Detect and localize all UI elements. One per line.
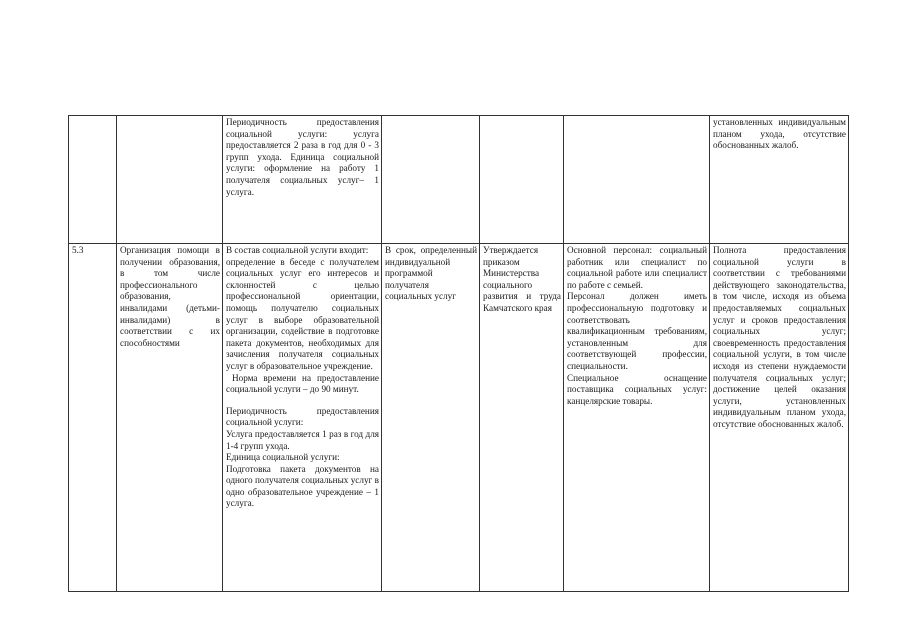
services-table [68, 115, 849, 592]
content-periodicity-label: Периодичность предоставления социальной услуги: [226, 405, 379, 428]
content-time-norm: Норма времени на предоставление социальной услуги – до 90 минут. [226, 372, 379, 395]
term-text: В срок, определенный индивидуальной программой получателя социальных услуг [385, 245, 477, 302]
cell-name-empty [117, 116, 223, 244]
indicators-text: установленных индивидуальным планом ухода, отсутствие обоснованных жалоб. [713, 117, 846, 151]
cell-tariff [480, 244, 564, 592]
content-periodicity: Услуга предоставляется 1 раз в год для 1-4 групп ухода. [226, 428, 379, 451]
service-name: Организация помощи в получении образования, в том числе профессионального образования, инвалидами (детьми-инвалидами) в соответствии с их способностями [120, 245, 220, 348]
cell-service-content [223, 244, 382, 592]
content-intro: В состав социальной услуги входит: [226, 245, 369, 255]
table-row-continued [69, 116, 849, 244]
conditions-staff: Основной персонал: социальный работник или специалист по социальной работе или специалист по работе с семьей. [567, 245, 707, 290]
cell-term-empty [382, 116, 480, 244]
periodicity-text: Периодичность предоставления социальной услуги: услуга предоставляется 2 раза в год для 0 - 3 групп ухода. Единица социальной услуги: оформление на работу 1 получателя социальных услуг– 1 услуга. [226, 117, 379, 197]
cell-num [69, 244, 117, 592]
cell-indicators [710, 244, 849, 592]
content-description: определение в беседе с получателем социальных услуг его интересов и склонностей с целью профессиональной ориентации, помощь получателю социальных услуг в выборе образовательной организации, содействие в подготовке пакета документов, необходимых для зачисления получателя социальных услуг в образовательное учреждение. [226, 256, 379, 371]
cell-service-name [117, 244, 223, 592]
conditions-equipment: Специальное оснащение поставщика социальных услуг: канцелярские товары. [567, 372, 707, 406]
cell-num-empty [69, 116, 117, 244]
cell-content-continued [223, 116, 382, 244]
indicators-full-text: Полнота предоставления социальной услуги в соответствии с требованиями действующего законодательства, в том числе, исходя из объема предоставляемых социальных услуг и сроков предоставления социальных услуг; своевременность предоставления социальной услуги, в том числе исходя из степени нуждаемости получателя социальных услуг; достижение целей оказания услуги, установленных индивидуальным планом ухода, отсутствие обоснованных жалоб. [713, 245, 846, 429]
content-unit: Подготовка пакета документов на одного получателя социальных услуг в одно образовательное учреждение – 1 услуга. [226, 463, 379, 509]
cell-tariff-empty [480, 116, 564, 244]
cell-term [382, 244, 480, 592]
cell-conditions-empty [564, 116, 710, 244]
tariff-text: Утверждается приказом Министерства социального развития и труда Камчатского края [483, 245, 561, 313]
content-unit-label: Единица социальной услуги: [226, 452, 340, 463]
conditions-qualification: Персонал должен иметь профессиональную подготовку и соответствовать квалификационным требованиям, установленным для соответствующей профессии, специальности. [567, 291, 707, 371]
cell-indicators-continued [710, 116, 849, 244]
row-number: 5.3 [72, 245, 84, 255]
table-row-5-3 [69, 244, 849, 592]
cell-conditions [564, 244, 710, 592]
paragraph-gap [226, 396, 379, 406]
